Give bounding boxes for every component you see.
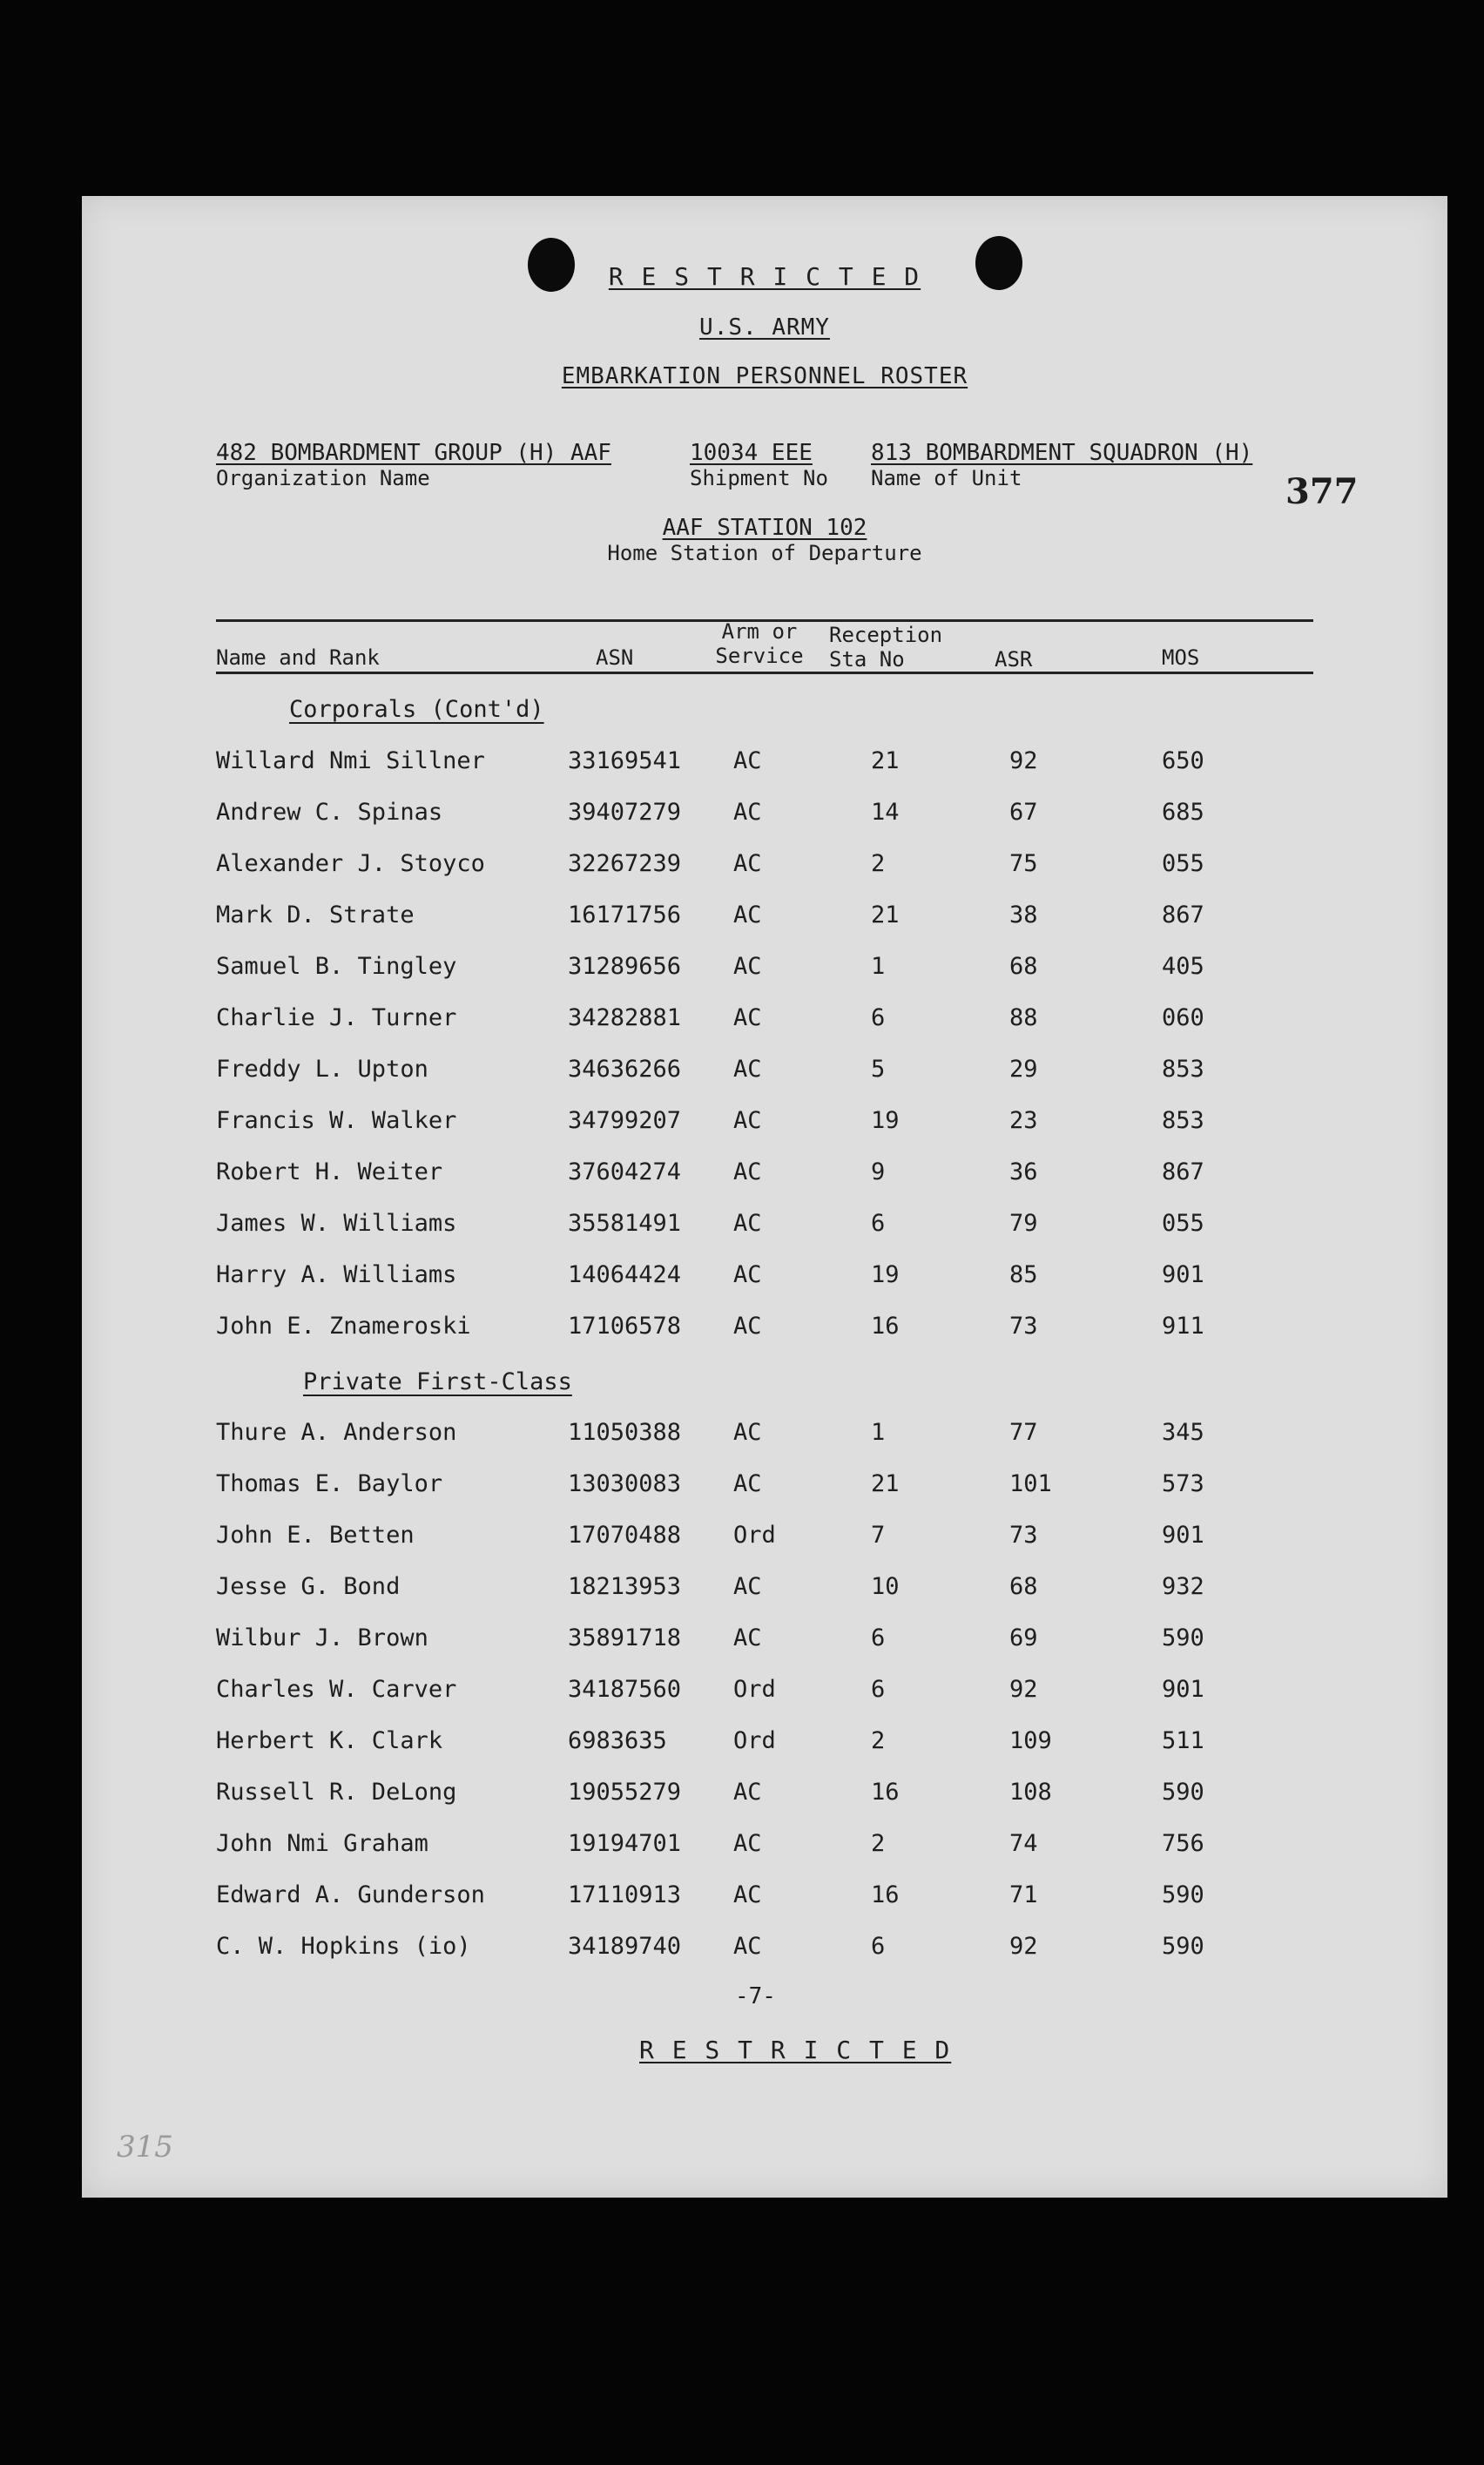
- asr: 67: [1009, 799, 1038, 826]
- asn: 18213953: [568, 1573, 682, 1600]
- arm-service: AC: [733, 1624, 762, 1651]
- arm-service: AC: [733, 747, 762, 774]
- asr: 69: [1009, 1624, 1038, 1651]
- asr: 79: [1009, 1210, 1038, 1237]
- arm-service: AC: [733, 1779, 762, 1806]
- reception-station: 2: [871, 1830, 886, 1857]
- reception-station: 9: [871, 1158, 886, 1185]
- arm-service: AC: [733, 1004, 762, 1031]
- mos: 650: [1162, 747, 1204, 774]
- asr: 71: [1009, 1881, 1038, 1908]
- col-reception-station: [829, 623, 942, 672]
- asr: 109: [1009, 1727, 1052, 1754]
- mos: 756: [1162, 1830, 1204, 1857]
- member-name: Charlie J. Turner: [216, 1004, 457, 1031]
- mos: 901: [1162, 1261, 1204, 1288]
- reception-station: 6: [871, 1933, 886, 1960]
- document-title: EMBARKATION PERSONNEL ROSTER: [561, 363, 968, 389]
- member-name: John E. Znameroski: [216, 1313, 471, 1340]
- reception-station: 21: [871, 747, 900, 774]
- home-station-label: Home Station of Departure: [607, 541, 922, 565]
- mos: 345: [1162, 1419, 1204, 1446]
- classification-footer: R E S T R I C T E D: [639, 2036, 952, 2064]
- reception-station: 6: [871, 1004, 886, 1031]
- arm-service: AC: [733, 1830, 762, 1857]
- asn: 37604274: [568, 1158, 682, 1185]
- reception-station: 6: [871, 1676, 886, 1703]
- member-name: Charles W. Carver: [216, 1676, 457, 1703]
- col-asn: ASN: [596, 645, 634, 670]
- org-heading: U.S. ARMY: [699, 314, 830, 341]
- asn: 33169541: [568, 747, 682, 774]
- arm-service: AC: [733, 799, 762, 826]
- mos: 901: [1162, 1522, 1204, 1549]
- arm-service: AC: [733, 1573, 762, 1600]
- col-rec-line1: Reception: [829, 623, 943, 647]
- member-name: Edward A. Gunderson: [216, 1881, 485, 1908]
- member-name: Harry A. Williams: [216, 1261, 457, 1288]
- reception-station: 2: [871, 850, 886, 877]
- arm-service: AC: [733, 1933, 762, 1960]
- reception-station: 16: [871, 1881, 900, 1908]
- reception-station: 10: [871, 1573, 900, 1600]
- col-arm-line1: Arm or: [721, 619, 798, 644]
- reception-station: 16: [871, 1779, 900, 1806]
- header-bottom-rule: [216, 672, 1313, 674]
- arm-service: AC: [733, 953, 762, 980]
- member-name: Francis W. Walker: [216, 1107, 457, 1134]
- mos: 911: [1162, 1313, 1204, 1340]
- member-name: John Nmi Graham: [216, 1830, 428, 1857]
- arm-service: Ord: [733, 1676, 776, 1703]
- reception-station: 7: [871, 1522, 886, 1549]
- asr: 77: [1009, 1419, 1038, 1446]
- reception-station: 19: [871, 1107, 900, 1134]
- margin-note: 315: [117, 2130, 173, 2164]
- mos: 853: [1162, 1056, 1204, 1083]
- mos: 590: [1162, 1881, 1204, 1908]
- member-name: Thomas E. Baylor: [216, 1470, 443, 1497]
- mos: 932: [1162, 1573, 1204, 1600]
- asr: 23: [1009, 1107, 1038, 1134]
- arm-service: AC: [733, 1419, 762, 1446]
- asn: 6983635: [568, 1727, 667, 1754]
- mos: 055: [1162, 850, 1204, 877]
- asr: 108: [1009, 1779, 1052, 1806]
- asn: 19194701: [568, 1830, 682, 1857]
- member-name: Samuel B. Tingley: [216, 953, 457, 980]
- document-page: [82, 196, 1447, 2198]
- asr: 38: [1009, 902, 1038, 929]
- home-station: AAF STATION 102: [662, 515, 867, 541]
- arm-service: AC: [733, 902, 762, 929]
- shipment-number: 10034 EEE: [690, 440, 813, 466]
- col-arm-service: [707, 619, 812, 668]
- section-title-corporals: Corporals (Cont'd): [289, 696, 544, 723]
- mos: 573: [1162, 1470, 1204, 1497]
- organization-name: 482 BOMBARDMENT GROUP (H) AAF: [216, 440, 611, 466]
- asr: 88: [1009, 1004, 1038, 1031]
- col-rec-line2: Sta No: [829, 647, 905, 672]
- shipment-number-label: Shipment No: [690, 466, 828, 490]
- arm-service: Ord: [733, 1727, 776, 1754]
- arm-service: Ord: [733, 1522, 776, 1549]
- organization-name-label: Organization Name: [216, 466, 430, 490]
- member-name: Andrew C. Spinas: [216, 799, 443, 826]
- asn: 34636266: [568, 1056, 682, 1083]
- reception-station: 6: [871, 1210, 886, 1237]
- asr: 101: [1009, 1470, 1052, 1497]
- asr: 29: [1009, 1056, 1038, 1083]
- page-number: -7-: [735, 1983, 776, 2009]
- arm-service: AC: [733, 1313, 762, 1340]
- arm-service: AC: [733, 1881, 762, 1908]
- mos: 055: [1162, 1210, 1204, 1237]
- asn: 16171756: [568, 902, 682, 929]
- reception-station: 14: [871, 799, 900, 826]
- reception-station: 16: [871, 1313, 900, 1340]
- member-name: Freddy L. Upton: [216, 1056, 428, 1083]
- asn: 17106578: [568, 1313, 682, 1340]
- mos: 867: [1162, 902, 1204, 929]
- mos: 901: [1162, 1676, 1204, 1703]
- member-name: Wilbur J. Brown: [216, 1624, 428, 1651]
- stamp-number: 377: [1285, 471, 1359, 512]
- col-asr: ASR: [995, 647, 1033, 672]
- member-name: John E. Betten: [216, 1522, 415, 1549]
- asn: 34282881: [568, 1004, 682, 1031]
- member-name: Herbert K. Clark: [216, 1727, 443, 1754]
- arm-service: AC: [733, 1107, 762, 1134]
- member-name: Russell R. DeLong: [216, 1779, 457, 1806]
- mos: 853: [1162, 1107, 1204, 1134]
- asr: 73: [1009, 1522, 1038, 1549]
- reception-station: 2: [871, 1727, 886, 1754]
- classification-header: R E S T R I C T E D: [608, 262, 921, 291]
- asr: 68: [1009, 1573, 1038, 1600]
- asr: 68: [1009, 953, 1038, 980]
- member-name: Alexander J. Stoyco: [216, 850, 485, 877]
- mos: 405: [1162, 953, 1204, 980]
- reception-station: 5: [871, 1056, 886, 1083]
- arm-service: AC: [733, 1210, 762, 1237]
- col-arm-line2: Service: [715, 644, 804, 668]
- reception-station: 19: [871, 1261, 900, 1288]
- reception-station: 1: [871, 1419, 886, 1446]
- reception-station: 1: [871, 953, 886, 980]
- col-mos: MOS: [1162, 645, 1200, 670]
- arm-service: AC: [733, 850, 762, 877]
- member-name: Mark D. Strate: [216, 902, 415, 929]
- asn: 14064424: [568, 1261, 682, 1288]
- asr: 85: [1009, 1261, 1038, 1288]
- member-name: Jesse G. Bond: [216, 1573, 401, 1600]
- reception-station: 21: [871, 1470, 900, 1497]
- asn: 34799207: [568, 1107, 682, 1134]
- reception-station: 21: [871, 902, 900, 929]
- asn: 13030083: [568, 1470, 682, 1497]
- unit-name: 813 BOMBARDMENT SQUADRON (H): [871, 440, 1253, 466]
- arm-service: AC: [733, 1158, 762, 1185]
- asr: 36: [1009, 1158, 1038, 1185]
- asn: 11050388: [568, 1419, 682, 1446]
- asn: 35581491: [568, 1210, 682, 1237]
- asn: 34187560: [568, 1676, 682, 1703]
- asn: 17110913: [568, 1881, 682, 1908]
- asn: 39407279: [568, 799, 682, 826]
- arm-service: AC: [733, 1056, 762, 1083]
- member-name: James W. Williams: [216, 1210, 457, 1237]
- asn: 19055279: [568, 1779, 682, 1806]
- mos: 511: [1162, 1727, 1204, 1754]
- asr: 92: [1009, 1933, 1038, 1960]
- asr: 92: [1009, 747, 1038, 774]
- arm-service: AC: [733, 1261, 762, 1288]
- asn: 34189740: [568, 1933, 682, 1960]
- mos: 867: [1162, 1158, 1204, 1185]
- col-name-rank: Name and Rank: [216, 645, 380, 670]
- asr: 73: [1009, 1313, 1038, 1340]
- arm-service: AC: [733, 1470, 762, 1497]
- member-name: C. W. Hopkins (io): [216, 1933, 471, 1960]
- mos: 685: [1162, 799, 1204, 826]
- member-name: Robert H. Weiter: [216, 1158, 443, 1185]
- mos: 590: [1162, 1779, 1204, 1806]
- asr: 74: [1009, 1830, 1038, 1857]
- mos: 060: [1162, 1004, 1204, 1031]
- asn: 17070488: [568, 1522, 682, 1549]
- asr: 75: [1009, 850, 1038, 877]
- reception-station: 6: [871, 1624, 886, 1651]
- mos: 590: [1162, 1624, 1204, 1651]
- member-name: Willard Nmi Sillner: [216, 747, 485, 774]
- asn: 35891718: [568, 1624, 682, 1651]
- section-title-private-first-class: Private First-Class: [303, 1368, 572, 1395]
- asr: 92: [1009, 1676, 1038, 1703]
- mos: 590: [1162, 1933, 1204, 1960]
- asn: 31289656: [568, 953, 682, 980]
- unit-name-label: Name of Unit: [871, 466, 1022, 490]
- asn: 32267239: [568, 850, 682, 877]
- member-name: Thure A. Anderson: [216, 1419, 457, 1446]
